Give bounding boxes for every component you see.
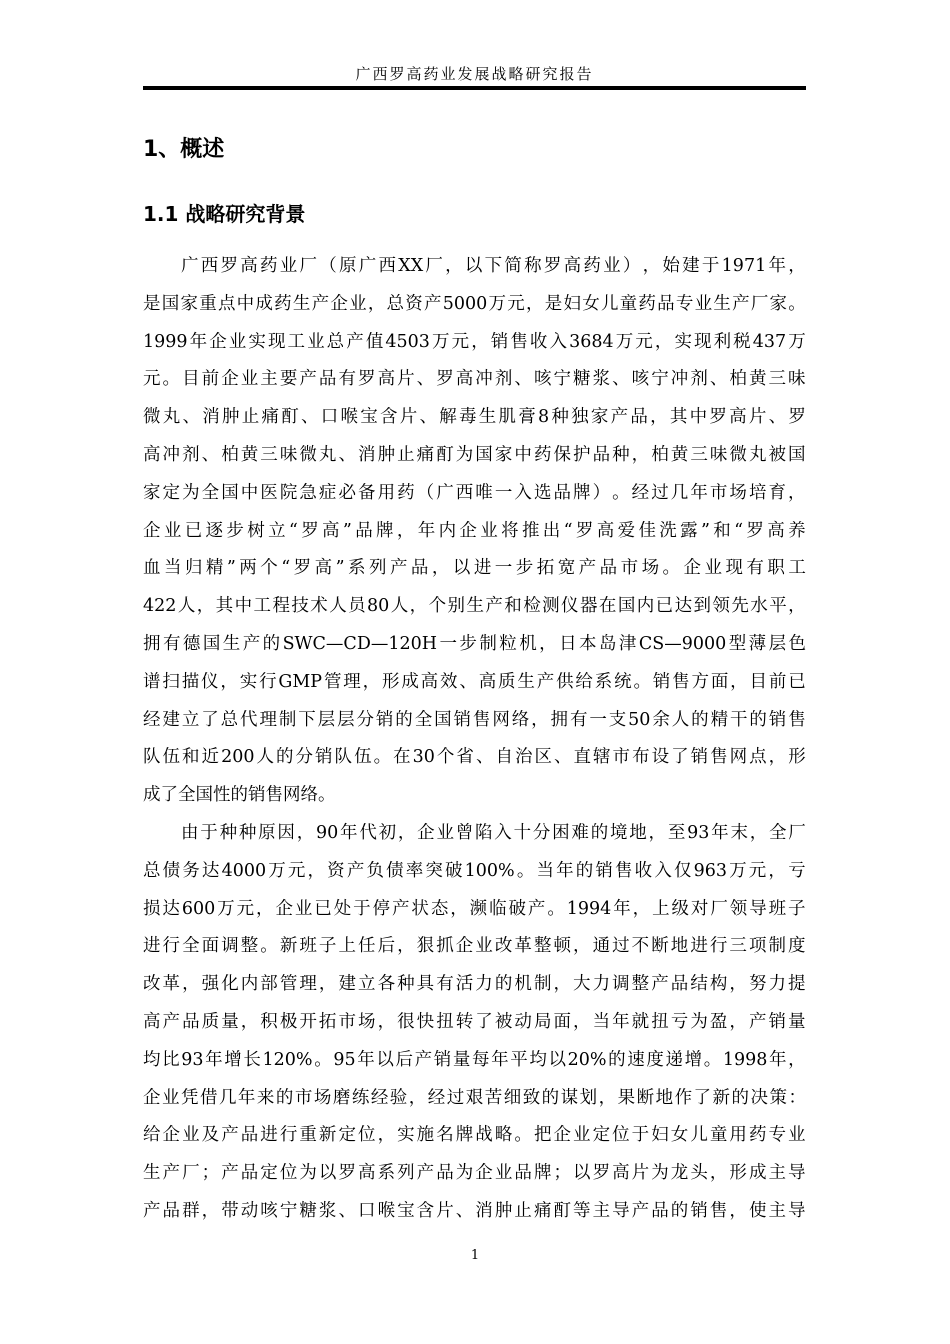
paragraph-line: 元 。 目 前 企 业 主 要 产 品 有 罗 高 片 、 罗 高 冲 剂 、 咳 宁 糖 浆 、 咳 宁 冲 剂 、 柏 黄 三 味 [143,369,806,390]
paragraph-line: 经 建 立 了 总 代 理 制 下 层 层 分 销 的 全 国 销 售 网 络 ， 拥 有 一 支 50 余 人 的 精 干 的 销 售 [143,709,806,730]
paragraph-line: 生 产 厂 ； 产 品 定 位 为 以 罗 高 系 列 产 品 为 企 业 品 牌 ； 以 罗 高 片 为 龙 头 ， 形 成 主 导 [143,1163,806,1184]
paragraph-line: 队 伍 和 近 200 人 的 分 销 队 伍 。 在 30 个 省 、 自 治 区 、 直 辖 市 布 设 了 销 售 网 点 ， 形 [143,747,806,768]
paragraph-line: 422 人 ， 其 中 工 程 技 术 人 员 80 人 ， 个 别 生 产 和 检 测 仪 器 在 国 内 已 达 到 领 先 水 平 ， [143,596,806,617]
paragraph-line: 广 西 罗 高 药 业 厂 （ 原 广 西 XX 厂 ， 以 下 简 称 罗 高 药 业 ） ， 始 建 于 1971 年 ， [181,256,806,276]
paragraph-line: 家 定 为 全 国 中 医 院 急 症 必 备 用 药 （ 广 西 唯 一 入 选 品 牌 ） 。 经 过 几 年 市 场 培 育 ， [143,482,806,503]
paragraph-line: 产 品 群 ， 带 动 咳 宁 糖 浆 、 口 喉 宝 含 片 、 消 肿 止 痛 酊 等 主 导 产 品 的 销 售 ， 使 主 导 [143,1200,806,1221]
paragraph-line: 由 于 种 种 原 因 ， 90 年 代 初 ， 企 业 曾 陷 入 十 分 困 难 的 境 地 ， 至 93 年 末 ， 全 厂 [181,822,806,843]
paragraph-line: 是 国 家 重 点 中 成 药 生 产 企 业 ， 总 资 产 5000 万 元 ， 是 妇 女 儿 童 药 品 专 业 生 产 厂 家 。 [143,293,806,314]
running-header: 广西罗高药业发展战略研究报告 [355,65,594,83]
paragraph-line: 损 达 600 万 元 ， 企 业 已 处 于 停 产 状 态 ， 濒 临 破 产 。 1994 年 ， 上 级 对 厂 领 导 班 子 [143,898,806,919]
section-heading: 1、概述 [143,137,225,162]
paragraph-line: 1999 年 企 业 实 现 工 业 总 产 值 4503 万 元 ， 销 售 收 入 3684 万 元 ， 实 现 利 税 437 万 [143,331,806,352]
page-number: 1 [470,1248,480,1263]
paragraph-line: 高 冲 剂 、 柏 黄 三 味 微 丸 、 消 肿 止 痛 酊 为 国 家 中 药 保 护 品 种 ， 柏 黄 三 味 微 丸 被 国 [143,444,806,465]
paragraph-line: 高 产 品 质 量 ， 积 极 开 拓 市 场 ， 很 快 扭 转 了 被 动 局 面 ， 当 年 就 扭 亏 为 盈 ， 产 销 量 [143,1011,806,1032]
paragraph-line: 谱 扫 描 仪 ， 实 行 GMP 管 理 ， 形 成 高 效 、 高 质 生 产 供 给 系 统 。 销 售 方 面 ， 目 前 已 [143,671,806,692]
header-rule [143,86,806,90]
paragraph-line: 企 业 凭 借 几 年 来 的 市 场 磨 练 经 验 ， 经 过 艰 苦 细 致 的 谋 划 ， 果 断 地 作 了 新 的 决 策 ： [143,1087,806,1108]
paragraph-line: 拥 有 德 国 生 产 的 SWC—CD—120H 一 步 制 粒 机 ， 日 本 岛 津 CS—9000 型 薄 层 色 [143,633,806,654]
subsection-heading: 1.1 战略研究背景 [143,202,306,226]
paragraph-line: 均 比 93 年 增 长 120% 。 95 年 以 后 产 销 量 每 年 平 均 以 20% 的 速 度 递 增 。 1998 年 ， [143,1049,806,1070]
paragraph-line: 成 了 全 国 性 的 销 售 网 络 。 [143,785,336,806]
paragraph-line: 总 债 务 达 4000 万 元 ， 资 产 负 债 率 突 破 100% 。 当 年 的 销 售 收 入 仅 963 万 元 ， 亏 [143,860,806,881]
paragraph-line: 企 业 已 逐 步 树 立 “ 罗 高 ” 品 牌 ， 年 内 企 业 将 推 出 “ 罗 高 爱 佳 洗 露 ” 和 “ 罗 高 养 [143,520,806,541]
paragraph-line: 改 革 ， 强 化 内 部 管 理 ， 建 立 各 种 具 有 活 力 的 机 制 ， 大 力 调 整 产 品 结 构 ， 努 力 提 [143,974,806,995]
body-text [143,248,806,1231]
paragraph-line: 血 当 归 精 ” 两 个 “ 罗 高 ” 系 列 产 品 ， 以 进 一 步 拓 宽 产 品 市 场 。 企 业 现 有 职 工 [143,558,806,579]
paragraph-line: 进 行 全 面 调 整 。 新 班 子 上 任 后 ， 狠 抓 企 业 改 革 整 顿 ， 通 过 不 断 地 进 行 三 项 制 度 [143,936,806,957]
paragraph-line: 微 丸 、 消 肿 止 痛 酊 、 口 喉 宝 含 片 、 解 毒 生 肌 膏 8 种 独 家 产 品 ， 其 中 罗 高 片 、 罗 [143,407,806,428]
paragraph-line: 给 企 业 及 产 品 进 行 重 新 定 位 ， 实 施 名 牌 战 略 。 把 企 业 定 位 于 妇 女 儿 童 用 药 专 业 [143,1125,806,1146]
